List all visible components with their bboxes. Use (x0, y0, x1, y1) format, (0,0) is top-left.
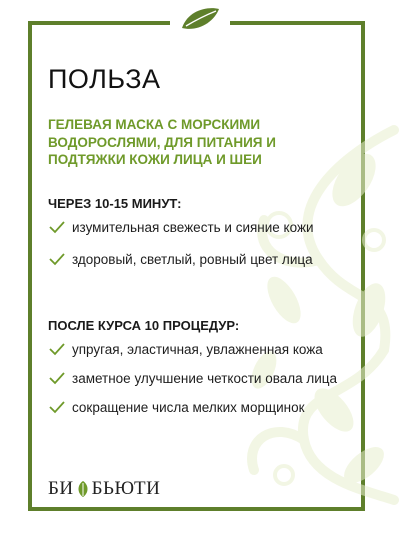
check-icon (48, 220, 66, 234)
list-item-label: сокращение числа мелких морщинок (72, 399, 305, 415)
leaf-icon (170, 4, 230, 34)
list-item (48, 214, 314, 240)
logo-text-left: БИ (48, 478, 74, 499)
check-icon (48, 342, 66, 356)
check-icon (48, 252, 66, 266)
product-subtitle: ГЕЛЕВАЯ МАСКА С МОРСКИМИ ВОДОРОСЛЯМИ, ДЛЯ ПИТАНИЯ И ПОДТЯЖКИ КОЖИ ЛИЦА И ШЕИ (48, 117, 276, 167)
section-heading-course: ПОСЛЕ КУРСА 10 ПРОЦЕДУР: (48, 318, 240, 333)
leaf-icon (75, 480, 91, 498)
section-heading-short-term: ЧЕРЕЗ 10-15 МИНУТ: (48, 196, 182, 211)
list-item-label: заметное улучшение четкости овала лица (72, 370, 338, 386)
page-title: ПОЛЬЗА (48, 64, 161, 94)
check-icon (48, 400, 66, 414)
floral-ornament (224, 120, 399, 505)
list-item (48, 336, 337, 362)
list-item (48, 394, 337, 420)
list-item-label: здоровый, светлый, ровный цвет лица (72, 251, 313, 267)
short-term-benefits-list (48, 214, 314, 272)
check-icon (48, 371, 66, 385)
course-benefits-list (48, 336, 337, 420)
list-item-label: изумительная свежесть и сияние кожи (72, 219, 314, 235)
list-item-label: упругая, эластичная, увлажненная кожа (72, 341, 323, 357)
list-item (48, 246, 314, 272)
list-item (48, 365, 337, 391)
brand-logo (48, 478, 160, 500)
logo-text-right: БЬЮТИ (91, 478, 161, 499)
